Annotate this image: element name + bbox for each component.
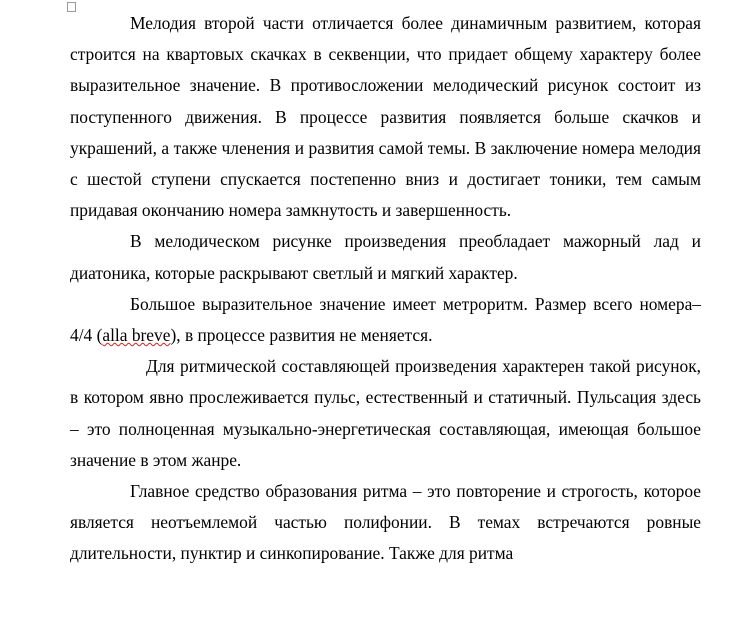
- paragraph-3-text-after: ), в процессе развития не меняется.: [170, 325, 433, 346]
- paragraph-5: Главное средство образования ритма – это повторение и строгость, которое является неотъемлемой частью полифонии. В темах встречаются ровные длительности, пунктир и синкопирование. Также для ритма: [70, 481, 701, 564]
- document-text-column: [70, 0, 701, 570]
- paragraph-1: Мелодия второй части отличается более динамичным развитием, которая строится на квартовых скачках в секвенции, что придает общему характеру более выразительное значение. В противосложении мелодический рисунок состоит из поступенного движения. В процессе развития появляется больше скачков и украшений, а также членения и развития самой темы. В заключение номера мелодия с шестой ступени спускается постепенно вниз и достигает тоники, тем самым придавая окончанию номера замкнутость и завершенность.: [70, 13, 701, 221]
- spellcheck-misspelled-phrase[interactable]: alla breve: [102, 325, 171, 346]
- paragraph-3-text-before: Большое выразительное значение имеет метроритм. Размер всего номера– 4/4 (: [70, 293, 701, 346]
- paragraph-4: Для ритмической составляющей произведения характерен такой рисунок, в котором явно прослеживается пульс, естественный и статичный. Пульсация здесь – это полноценная музыкально-энергетическая составляющая, имеющая большое значение в этом жанре.: [70, 356, 701, 470]
- paragraph-2: В мелодическом рисунке произведения преобладает мажорный лад и диатоника, которые раскрывают светлый и мягкий характер.: [70, 231, 701, 283]
- paragraph-3: [70, 289, 701, 351]
